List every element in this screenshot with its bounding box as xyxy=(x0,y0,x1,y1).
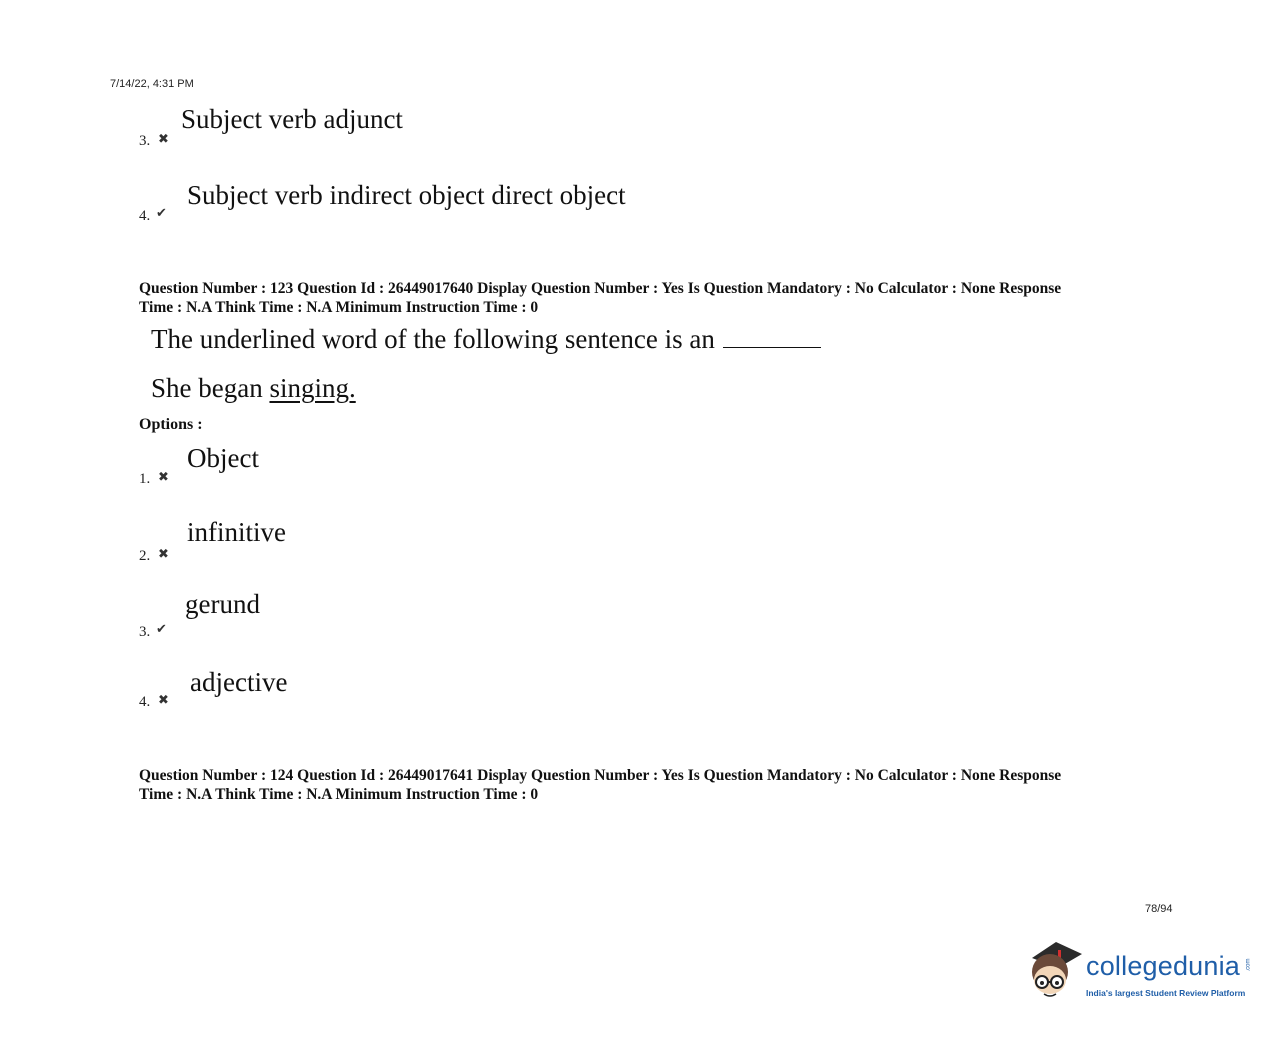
logo-tagline: India's largest Student Review Platform xyxy=(1086,988,1246,998)
question-meta-line: Time : N.A Think Time : N.A Minimum Instruction Time : 0 xyxy=(139,786,539,803)
option-number: 1. xyxy=(139,471,151,487)
underlined-word: singing. xyxy=(269,373,356,403)
question-sentence xyxy=(151,373,356,404)
cross-icon: ✖ xyxy=(158,692,169,707)
mascot-logo-icon xyxy=(1024,938,1086,1008)
option-number: 2. xyxy=(139,548,151,564)
sentence-text: She began xyxy=(151,373,270,403)
option-number: 4. xyxy=(139,208,151,224)
cross-icon: ✖ xyxy=(158,546,169,561)
question-meta-line: Question Number : 124 Question Id : 26449017641 Display Question Number : Yes Is Question Mandatory : No Calculator : None Response xyxy=(139,767,1062,784)
question-prompt xyxy=(151,324,821,355)
question-meta xyxy=(139,279,1149,317)
cross-icon: ✖ xyxy=(158,131,169,146)
check-icon: ✔ xyxy=(156,621,167,636)
option-label: gerund xyxy=(185,589,260,619)
options-heading: Options : xyxy=(139,416,203,433)
page-number: 78/94 xyxy=(1145,903,1173,915)
question-meta-line: Time : N.A Think Time : N.A Minimum Instruction Time : 0 xyxy=(139,299,539,316)
logo-wordmark: collegedunia xyxy=(1086,951,1241,981)
option-label: adjective xyxy=(190,667,288,697)
cross-icon: ✖ xyxy=(158,469,169,484)
question-meta xyxy=(139,766,1149,804)
logo-domain-suffix: .com xyxy=(1245,958,1252,972)
option-number: 4. xyxy=(139,694,151,710)
print-timestamp: 7/14/22, 4:31 PM xyxy=(110,78,194,90)
answer-blank xyxy=(723,327,821,348)
option-number: 3. xyxy=(139,624,151,640)
option-label: Subject verb indirect object direct object xyxy=(187,180,626,210)
option-label: Subject verb adjunct xyxy=(181,104,403,134)
check-icon: ✔ xyxy=(156,205,167,220)
option-number: 3. xyxy=(139,133,151,149)
question-meta-line: Question Number : 123 Question Id : 26449017640 Display Question Number : Yes Is Question Mandatory : No Calculator : None Response xyxy=(139,280,1062,297)
option-label: infinitive xyxy=(187,517,286,547)
question-prompt-text: The underlined word of the following sentence is an xyxy=(151,324,715,354)
option-label: Object xyxy=(187,443,259,473)
